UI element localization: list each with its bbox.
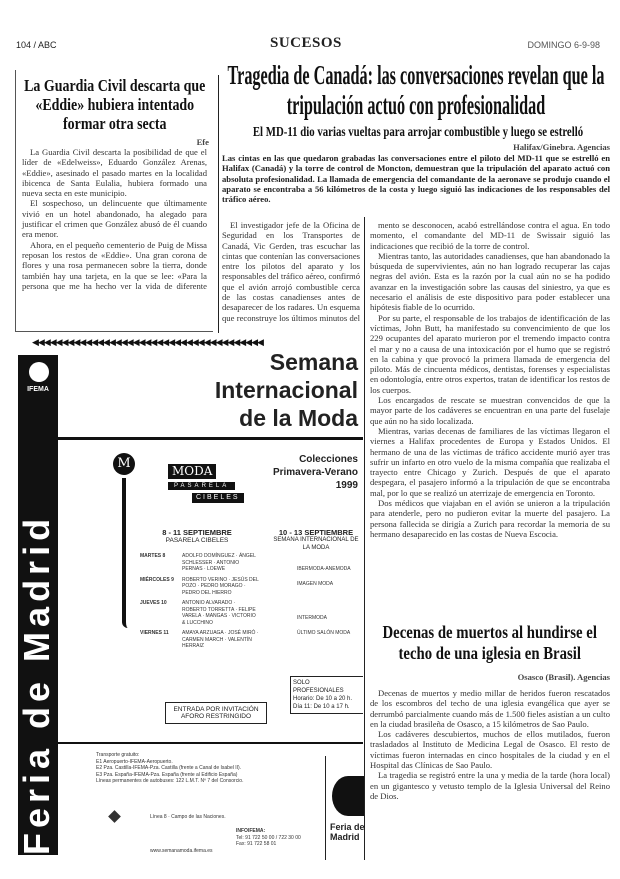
transport-line: Transporte gratuito: xyxy=(96,752,140,758)
pro-line: Horario: De 10 a 20 h. xyxy=(293,696,353,702)
section-title: SUCESOS xyxy=(270,35,342,51)
paragraph: La tragedia se registró entre la una y media de la tarde (hora local) en un gigantesco y vetusto templo de la Iglesia Universal del Reino de Dios. xyxy=(370,770,610,801)
schedule-shows: ROBERTO VERINO · JESÚS DEL POZO · PEDRO MORAGO · PEDRO DEL HIERRO xyxy=(182,576,259,596)
left-story-headline: La Guardia Civil descarta que «Eddie» hubiera intentado formar otra secta xyxy=(24,76,206,133)
metro-line: Línea 8 · Campo de las Naciones. xyxy=(150,814,226,820)
ad-title-line: Internacional xyxy=(214,377,358,403)
transport-info xyxy=(96,752,322,785)
pasarela-block xyxy=(142,528,252,544)
decorative-stroke xyxy=(122,478,128,628)
schedule-shows: ADOLFO DOMÍNGUEZ · ÁNGEL SCHLESSER · ANTONIO PERNAS · LOEWE xyxy=(182,553,256,572)
block-subtitle: PASARELA CIBELES xyxy=(165,537,229,544)
website-link[interactable]: www.semanamoda.ifema.es xyxy=(150,848,213,854)
second-byline: Osasco (Brasil). Agencias xyxy=(517,672,610,682)
feria-logo-icon xyxy=(332,776,364,816)
block-title: 8 - 11 SEPTIEMBRE xyxy=(162,528,232,537)
main-col-1 xyxy=(222,220,360,323)
paragraph: mento se desconocen, acabó estrellándose contra el agua. En todo momento, el comandante del MD-11 de Swissair siguió las indicaciones que recibió de la torre de control. xyxy=(370,220,610,251)
paragraph: Mientras tanto, las autoridades canadienses, que han abandonado la búsqueda de supervivientes, aún no han logrado recuperar las cajas negras del avión. Esta es la razón por la cual aún no se ha podido avanzar en la investigación sobre las causas del siniestro, ya que es necesario el análisis de este dispositivo para poder establecer una hipótesis fiable de lo ocurrido. xyxy=(370,250,610,313)
invite-line: AFORO RESTRINGIDO xyxy=(180,713,252,720)
ifema-logo-text: IFEMA xyxy=(27,386,49,393)
paragraph: Dos médicos que viajaban en el avión se unieron a la tripulación para atenderle, pero no pudieron evitar la muerte del pasajero. La persona fallecida se dirigía a Zurich para recordar la memoria de su hermano desaparecido en las costas de Nueva Escocia. xyxy=(370,498,610,539)
pro-line: SOLO PROFESIONALES xyxy=(293,680,344,694)
ad-divider xyxy=(58,437,363,440)
column-rule xyxy=(364,217,365,860)
semana-item: ÚLTIMO SALÓN MODA xyxy=(297,629,351,636)
metro-icon xyxy=(108,810,121,823)
schedule-day: MIÉRCOLES 9 xyxy=(140,576,174,583)
main-col-2 xyxy=(370,220,610,611)
main-headline: Tragedia de Canadá: las conversaciones revelan que la tripulación actuó con profesionalidad xyxy=(227,60,605,120)
block-title: 10 - 13 SEPTIEMBRE xyxy=(278,528,354,537)
second-headline: Decenas de muertos al hundirse el techo de una iglesia en Brasil xyxy=(382,622,597,663)
paragraph: Decenas de muertos y medio millar de heridos fueron rescatados de los escombros del techo de una iglesia evangélica que ayer se derrumbó parcialmente cuando más de 1.500 fieles asistían a un culto en la ciudad brasileña de Osasco, a 15 kilómetros de Sao Paulo. xyxy=(370,688,610,729)
paragraph: Los cadáveres descubiertos, muchos de ellos mutilados, fueron trasladados al Instituto de Medicina Legal de Osasco. El resto de víctimas fueron internadas en cinco hospitales de la ciudad y en el Hospital das Clínicas de Sao Paulo. xyxy=(370,729,610,771)
ad-divider xyxy=(58,742,363,744)
schedule xyxy=(140,553,260,654)
semana-item: IMAGEN MODA xyxy=(297,580,334,587)
collections-line: 1999 xyxy=(335,480,358,491)
schedule-day: VIERNES 11 xyxy=(140,630,169,636)
semana-item: INTERMODA xyxy=(297,615,327,621)
paragraph: Ahora, en el pequeño cementerio de Puig de Missa reposan los restos de «Eddie». Una gran corona de flores y una rosa permanecen sobre la tierra, donde también hay una tarjeta, en la que se lee: «Para la persona que me ha hecho ver la vida de diferente xyxy=(22,239,207,291)
ad-title-line: de la Moda xyxy=(239,405,358,431)
ad-divider xyxy=(325,756,326,860)
page-number: 104 / ABC xyxy=(16,40,57,50)
left-story-byline: Efe xyxy=(196,137,209,147)
ad-title xyxy=(100,348,358,432)
ad-title-line: Semana xyxy=(269,349,358,375)
ifema-logo-icon xyxy=(29,362,49,382)
ad-vertical-title: Feria de Madrid xyxy=(16,513,57,855)
block-subtitle: SEMANA INTERNACIONAL DE LA MODA xyxy=(273,537,359,551)
contact-info xyxy=(236,828,324,848)
feria-logo-text: Feria de Madrid xyxy=(330,822,365,842)
main-subhead: El MD-11 dio varias vueltas para arrojar combustible y luego se estrelló xyxy=(252,124,584,139)
moda-logo: MODA xyxy=(168,464,216,479)
collections-label xyxy=(258,453,358,492)
pro-line: Día 11: De 10 a 17 h. xyxy=(293,704,350,710)
schedule-shows: AMAYA ARZUAGA · JOSÉ MIRÓ · CARMEN MARCH · VALENTÍN HERRAIZ xyxy=(182,630,259,649)
semana-block xyxy=(270,528,362,552)
paragraph: Mientras, varias decenas de familiares de las víctimas llegaron el viernes a Halifax procedentes de Europa y Estados Unidos. El hermano de una de las víctimas de tráfico accidente murió ayer tras sufrir un infarto en otro vuelo de la misma compañía que realizaba el trayecto entre Chicago y Zurich. Después de que el aparato despegara, el pasajero informó a la tripulación de que se encontraba mal, por lo que se realizó un aterrizaje de emergencia en Toronto. xyxy=(370,425,610,498)
moda-logo-sub: PASARELA xyxy=(168,482,235,490)
transport-line: E2 Pza. Castilla-IFEMA-Pza. Castilla (frente a Canal de Isabel II). xyxy=(96,765,242,771)
paragraph: La Guardia Civil descarta la posibilidad de que el líder de «Edelweiss», Eduardo González Arenas, «Eddie», asesinado el pasado martes en la localidad ibicenca de Santa Eulalia, hubiera formado una nueva secta en este municipio. xyxy=(22,147,207,199)
paragraph: El investigador jefe de la Oficina de Seguridad en los Transportes de Canadá, Vic Gerden, tras escuchar las cintas que contenían las conversaciones entre los pilotos del aparato y los responsables del tráfico aéreo, confirmó que el avión arrojó combustible cerca de las costas canadienses antes de desaparecer de los radares. Un esquema que reconstruye los últimos minutos del xyxy=(222,220,360,323)
column-rule xyxy=(218,75,219,333)
semana-items xyxy=(297,566,362,636)
transport-line: E1 Aeropuerto-IFEMA-Aeropuerto. xyxy=(96,758,173,765)
moda-m-logo-icon: M xyxy=(113,453,135,475)
contact-line: Fax: 91 722 58 01 xyxy=(236,841,277,847)
left-story xyxy=(15,70,213,332)
contact-line: INFOIFEMA: xyxy=(236,828,266,834)
paragraph: Los encargados de rescate se muestran convencidos de que la mayor parte de los cadáveres se encuentran en una parte del fuselaje que aún no ha sido localizada. xyxy=(370,395,610,426)
issue-date: DOMINGO 6-9-98 xyxy=(527,40,600,50)
schedule-day: MARTES 8 xyxy=(140,553,166,559)
collections-line: Primavera-Verano xyxy=(272,467,358,478)
main-byline: Halifax/Ginebra. Agencias xyxy=(513,142,610,152)
collections-line: Colecciones xyxy=(299,454,358,465)
transport-line: Líneas permanentes de autobuses: 122 L.M.T. Nº 7 del Consorcio. xyxy=(96,778,244,784)
schedule-day: JUEVES 10 xyxy=(140,600,167,606)
contact-line: Tel: 91 722 50 00 / 722 30 00 xyxy=(236,834,301,841)
invite-line: ENTRADA POR INVITACIÓN xyxy=(173,706,259,713)
semana-item: IBERMODA-ANEMODA xyxy=(297,566,351,572)
paragraph: Por su parte, el responsable de los trabajos de identificación de las víctimas, John Butt, ha manifestado su convencimiento de que los 229 ocupantes del aparato murieron por el tremendo impacto contra el mar y no a causa de una intoxicación por el humo que se registró en la cabina y que provocó la primera llamada de emergencia del piloto. Más de cincuenta médicos, dentistas, forenses y especialistas en odontología, entre otros expertos, tratan de identificar los restos de los cuerpos. xyxy=(370,312,610,395)
second-body xyxy=(370,688,610,801)
paragraph: El sospechoso, un delincuente que últimamente vivió en un hotel abandonado, ha alegado para justificar el crimen que González abusó de él cuando era menor. xyxy=(22,198,207,240)
left-story-body xyxy=(16,147,213,291)
invite-box xyxy=(165,702,267,724)
pro-box xyxy=(290,676,363,714)
transport-line: E3 Pza. España-IFEMA-Pza. España (frente al Edificio España) xyxy=(96,771,238,778)
moda-logo-sub: CIBELES xyxy=(192,493,244,503)
schedule-shows: ANTONIO ALVARADO · ROBERTO TORRETTA · FELIPE VARELA · MANGAS · VICTORIO & LUCCHINO xyxy=(182,600,256,626)
arrow-divider: ◀◀◀◀◀◀◀◀◀◀◀◀◀◀◀◀◀◀◀◀◀◀◀◀◀◀◀◀◀◀◀◀◀◀◀◀◀◀◀ xyxy=(32,338,263,348)
main-lead: Las cintas en las que quedaron grabadas las conversaciones entre el piloto del MD-11 que se estrelló en Halifax (Canadá) y la torre de control de Moncton, demuestran que la tripulación del aparato actuó con absoluta profesionalidad. La llamada de emergencia del comandante de la aeronave se produjo cuando el aparato se encontraba a 56 kilómetros de la costa y luego siguió las indicaciones de los responsables del tráfico aéreo. xyxy=(222,153,610,205)
